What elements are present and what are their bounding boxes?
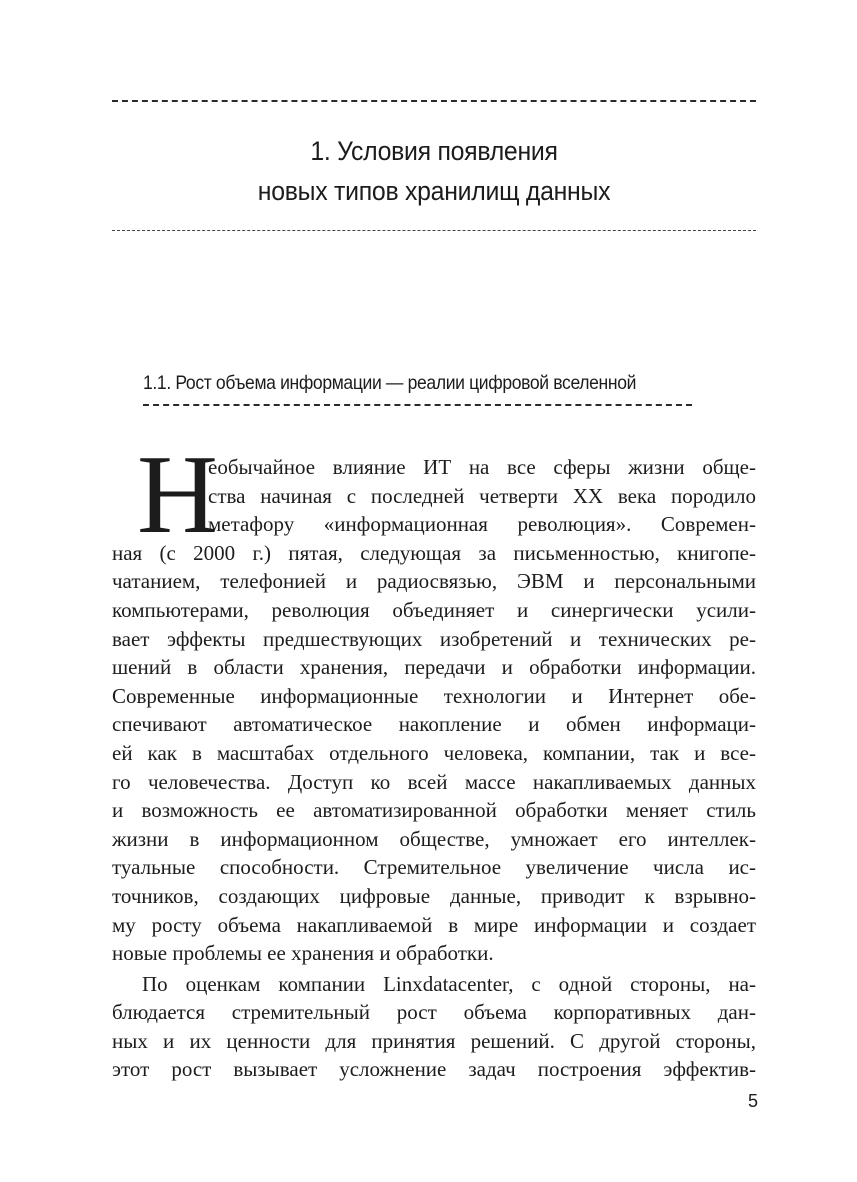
text-line: му росту объема накапливаемой в мире информации и создает [112, 912, 756, 937]
text-line: го человечества. Доступ ко всей массе накапливаемых данных [112, 769, 756, 794]
chapter-bottom-divider [112, 230, 756, 231]
text-line: По оценкам компании Linxdatacenter, с одной стороны, на- [142, 971, 756, 996]
text-line: точников, создающих цифровые данные, приводит к взрывно- [112, 883, 756, 908]
text-line: ства начиная с последней четверти XX века породило [208, 483, 756, 508]
text-line: ная (с 2000 г.) пятая, следующая за письменностью, книгопе- [112, 540, 756, 565]
text-line: спечивают автоматическое накопление и обмен информаци- [112, 712, 756, 737]
dropcap-letter: Н [137, 433, 218, 557]
text-line: метафору «информационная революция». Современ- [208, 512, 756, 537]
text-line: шений в области хранения, передачи и обработки информации. [112, 655, 756, 680]
text-line: ных и их ценности для принятия решений. С другой стороны, [112, 1028, 756, 1053]
chapter-title [138, 131, 730, 211]
text-line: жизни в информационном обществе, умножает его интеллек- [112, 826, 756, 851]
text-line: ей как в масштабах отдельного человека, компании, так и все- [112, 740, 756, 765]
text-line: Современные информационные технологии и Интернет обе- [112, 683, 756, 708]
chapter-title-line-1: 1. Условия появления [310, 136, 558, 166]
text-line: компьютерами, революция объединяет и синергически усили- [112, 597, 756, 622]
text-line: вает эффекты предшествующих изобретений и технических ре- [112, 626, 756, 651]
text-line: чатанием, телефонией и радиосвязью, ЭВМ и персональными [112, 569, 756, 594]
text-line: и возможность ее автоматизированной обработки меняет стиль [112, 798, 756, 823]
section-title-underline [143, 404, 692, 406]
paragraph-1 [112, 433, 756, 968]
text-line: новые проблемы ее хранения и обработки. [112, 941, 494, 966]
text-line: еобычайное влияние ИТ на все сферы жизни обще- [208, 455, 756, 479]
text-line: этот рост вызывает усложнение задач построения эффектив- [112, 1057, 756, 1082]
text-line: блюдается стремительный рост объема корпоративных дан- [112, 1000, 756, 1025]
chapter-top-divider [112, 100, 756, 102]
body-text [112, 433, 756, 1084]
text-line: туальные способности. Стремительное увеличение числа ис- [112, 855, 756, 880]
section-title: 1.1. Рост объема информации — реалии цифровой вселенной [143, 372, 637, 394]
chapter-title-line-2: новых типов хранилищ данных [257, 176, 611, 206]
page-number: 5 [747, 1091, 758, 1111]
paragraph-2 [112, 970, 756, 1084]
